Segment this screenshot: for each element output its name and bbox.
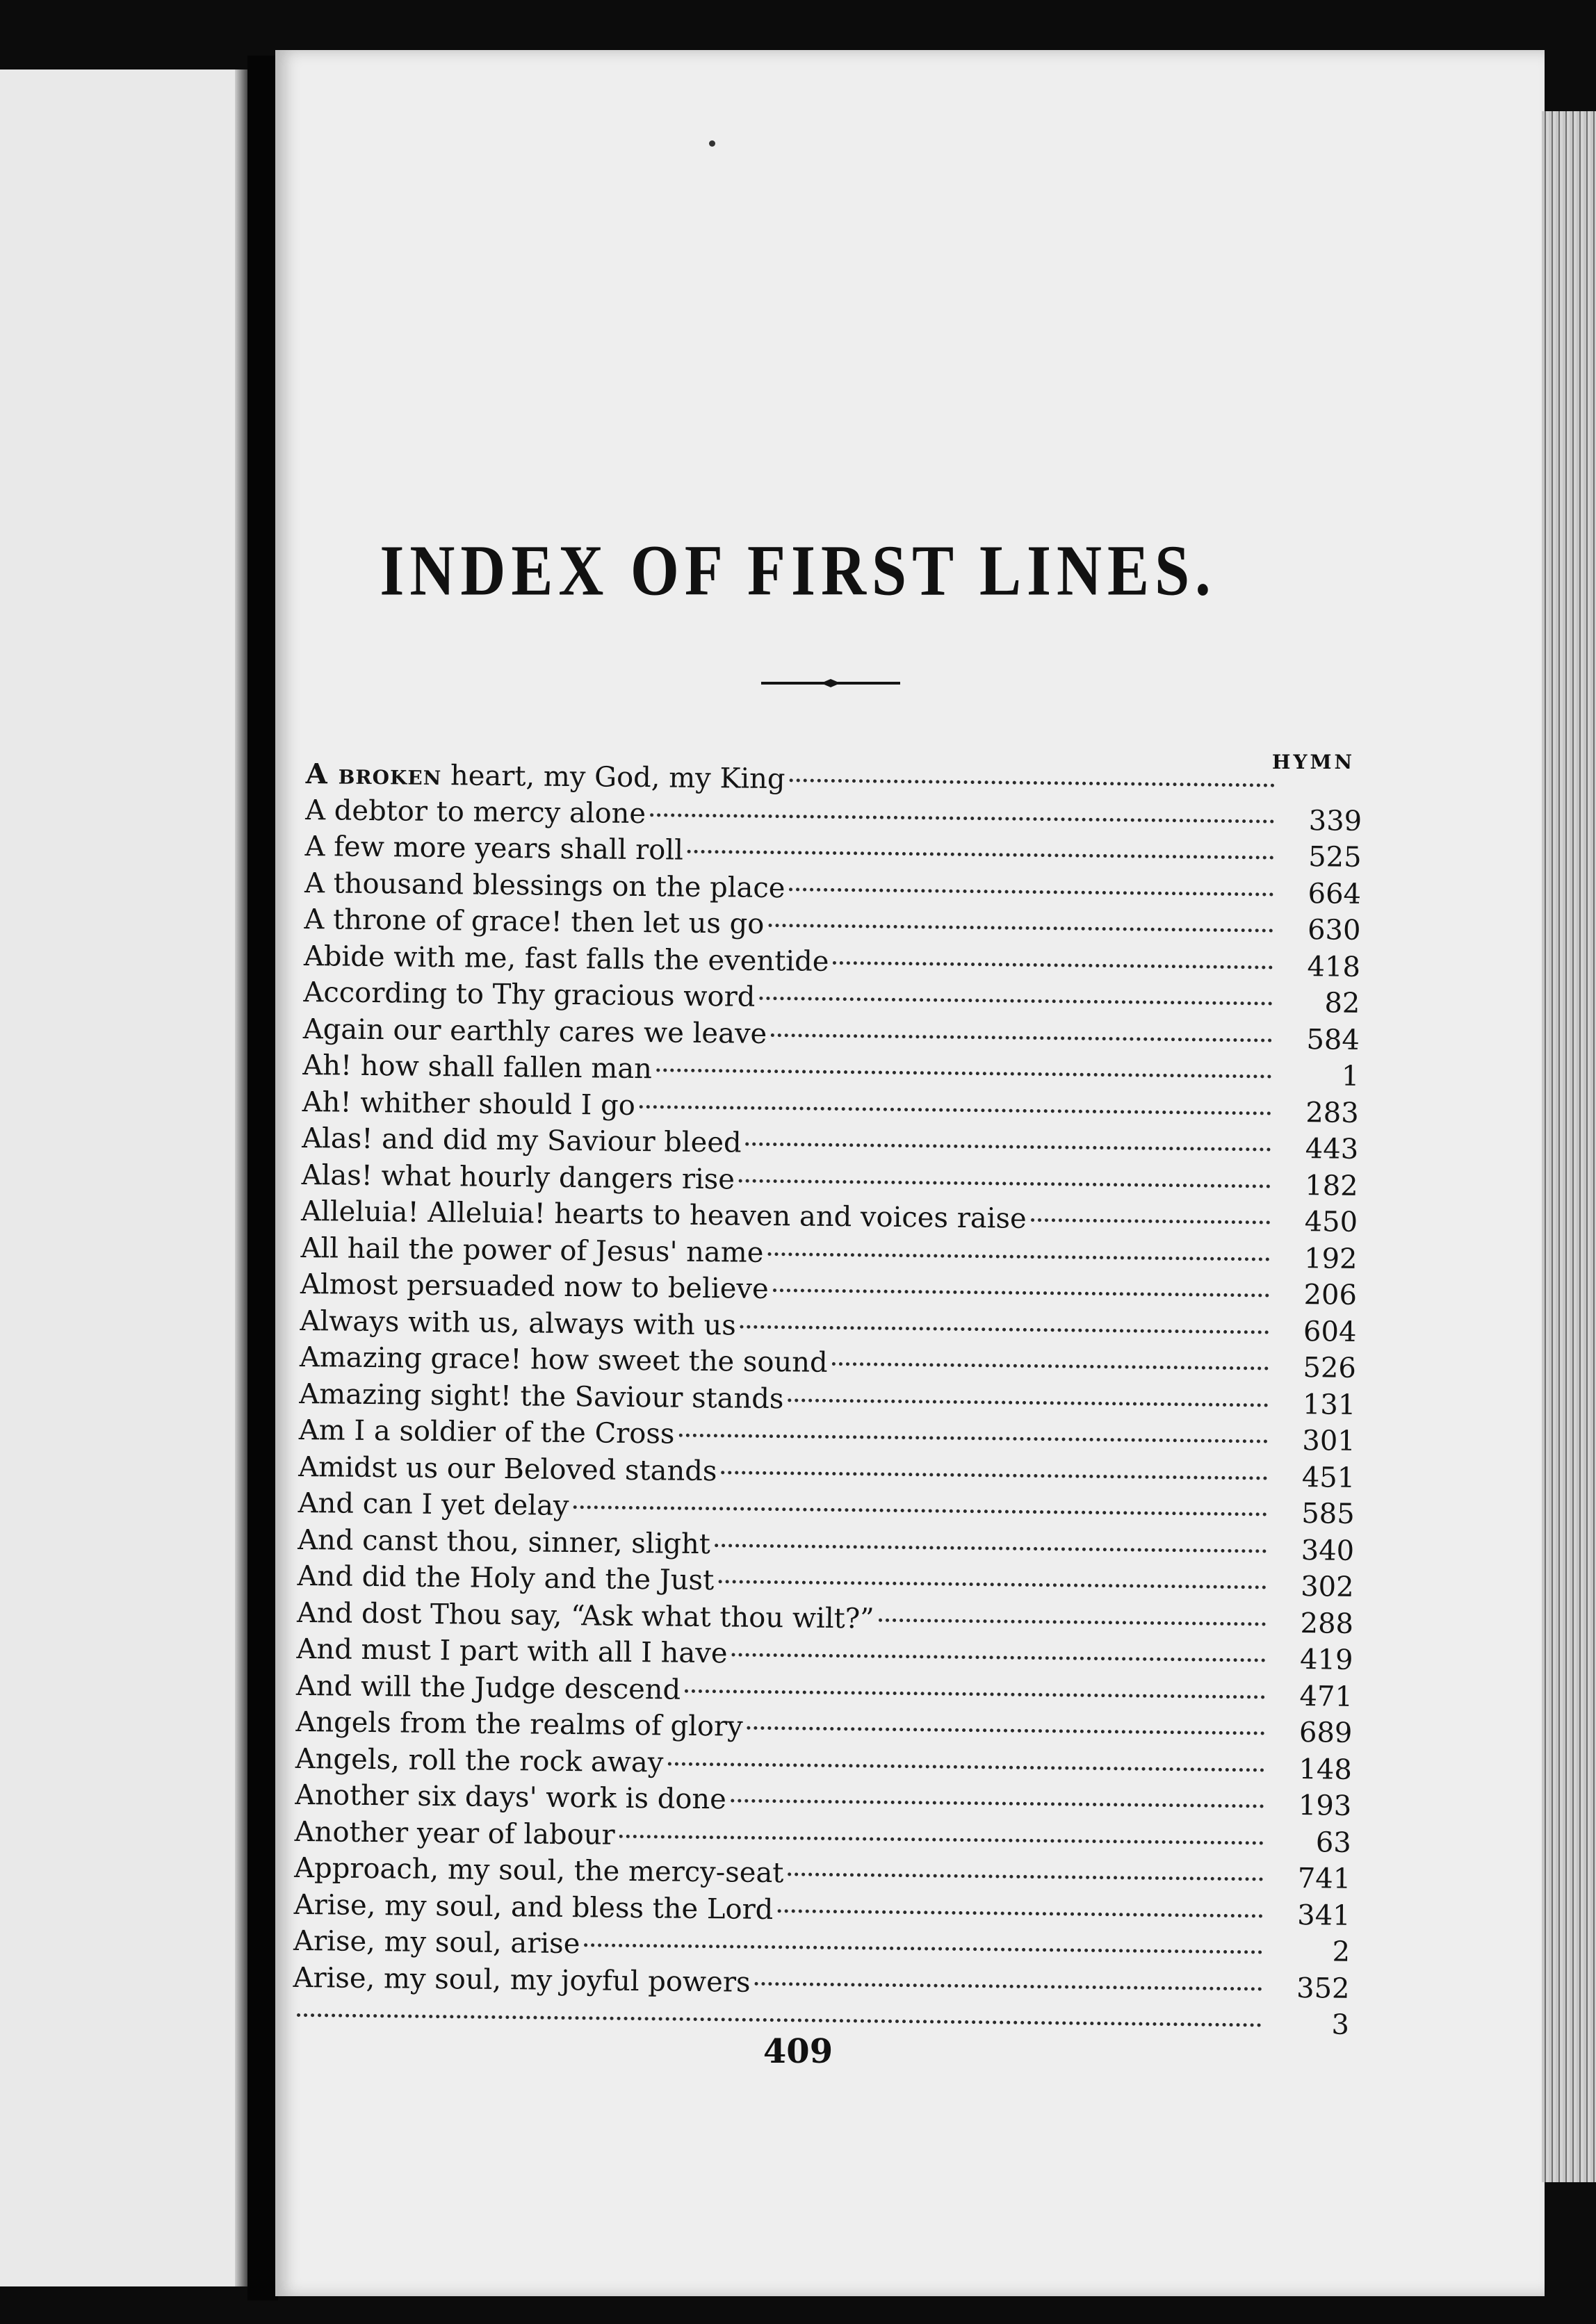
first-line-text xyxy=(297,1560,714,1596)
first-line-text xyxy=(306,758,785,795)
dot-leader xyxy=(685,1689,1265,1699)
first-line-words: And did the Holy and the Just xyxy=(297,1560,715,1597)
ornament-rule-icon xyxy=(761,673,900,694)
first-line-text xyxy=(302,1086,635,1121)
first-line-text xyxy=(302,1049,652,1085)
dot-leader xyxy=(746,1143,1271,1152)
first-line-words: A thousand blessings on the place xyxy=(304,867,785,904)
first-line-text xyxy=(298,1487,569,1522)
dot-leader xyxy=(573,1505,1267,1516)
first-line-words: Alas! and did my Saviour bleed xyxy=(302,1122,742,1159)
first-line-words: Almost persuaded now to believe xyxy=(300,1268,769,1306)
dot-leader xyxy=(715,1544,1267,1553)
hymn-number: 1 xyxy=(1341,1060,1360,1093)
dot-leader xyxy=(788,1872,1263,1881)
dot-leader xyxy=(584,1943,1262,1954)
dot-leader xyxy=(640,1105,1271,1115)
first-line-words: Angels from the realms of glory xyxy=(295,1705,743,1743)
dot-leader xyxy=(718,1580,1266,1589)
hymn-number: 526 xyxy=(1303,1352,1357,1384)
first-line-text xyxy=(295,1779,726,1815)
dot-leader xyxy=(789,887,1273,896)
dot-leader xyxy=(656,1068,1271,1078)
hymn-number: 450 xyxy=(1304,1206,1358,1238)
dot-leader xyxy=(768,924,1273,933)
first-line-text xyxy=(299,1377,784,1414)
hymn-number: 525 xyxy=(1308,841,1362,874)
hymn-number: 283 xyxy=(1305,1096,1359,1129)
first-line-text xyxy=(295,1815,615,1851)
first-line-words: Ah! how shall fallen man xyxy=(302,1049,653,1086)
hymn-number: 451 xyxy=(1301,1461,1355,1494)
first-line-text xyxy=(304,830,683,867)
facing-page-edge xyxy=(235,69,249,2286)
dot-leader xyxy=(832,1362,1269,1370)
first-line-words: A few more years shall roll xyxy=(304,830,684,867)
hymn-number: 340 xyxy=(1301,1534,1355,1567)
dot-leader xyxy=(297,2013,1262,2027)
page-title: INDEX OF FIRST LINES. xyxy=(380,531,1216,611)
first-line-words: According to Thy gracious word xyxy=(303,976,756,1013)
hymn-number: 82 xyxy=(1324,987,1360,1020)
first-line-text xyxy=(300,1268,769,1305)
dot-leader xyxy=(731,1653,1265,1662)
first-line-words: Amazing grace! how sweet the sound xyxy=(299,1341,828,1379)
hymn-number: 352 xyxy=(1296,1972,1350,2005)
first-line-text xyxy=(293,1961,750,1998)
hymn-number: 664 xyxy=(1308,877,1362,910)
first-line-words: Amidst us our Beloved stands xyxy=(298,1450,717,1487)
first-line-words: Amazing sight! the Saviour stands xyxy=(299,1377,784,1415)
dot-leader xyxy=(1031,1218,1270,1225)
first-line-text xyxy=(297,1596,874,1635)
first-line-words: And must I part with all I have xyxy=(296,1632,728,1670)
dot-leader xyxy=(739,1179,1271,1188)
dot-leader xyxy=(747,1726,1265,1735)
first-line-text xyxy=(301,1195,1027,1235)
first-line-text xyxy=(300,1341,828,1379)
hymn-number: 3 xyxy=(1331,2008,1350,2041)
first-line-text xyxy=(293,1925,580,1960)
dot-leader xyxy=(879,1618,1266,1626)
first-line-words: A debtor to mercy alone xyxy=(304,794,646,830)
first-line-words: Again our earthly cares we leave xyxy=(302,1013,767,1050)
hymn-number: 339 xyxy=(1308,804,1362,837)
hymn-number: 585 xyxy=(1301,1498,1355,1530)
page-edges xyxy=(1542,111,1596,2182)
hymn-number: 301 xyxy=(1302,1425,1356,1457)
first-line-text xyxy=(304,903,764,940)
first-line-text xyxy=(296,1669,681,1705)
first-line-text xyxy=(300,1304,736,1341)
first-line-words: Another year of labour xyxy=(294,1815,615,1851)
first-line-text xyxy=(301,1159,735,1195)
first-line-words: Alleluia! Alleluia! hearts to heaven and voices raise xyxy=(300,1195,1027,1235)
hymn-column-heading: HYMN xyxy=(1272,751,1355,774)
dot-leader xyxy=(731,1799,1264,1808)
hymn-number: 630 xyxy=(1307,914,1361,947)
first-line-text xyxy=(295,1706,743,1743)
first-line-text xyxy=(296,1633,727,1669)
dot-leader xyxy=(767,1252,1269,1261)
first-line-text xyxy=(299,1414,675,1450)
dot-leader xyxy=(789,778,1274,787)
first-line-text xyxy=(304,940,829,977)
facing-page xyxy=(0,69,236,2286)
first-line-text xyxy=(303,976,755,1013)
first-line-text xyxy=(304,867,785,903)
first-line-words: All hail the power of Jesus' name xyxy=(300,1231,764,1269)
first-line-words: Another six days' work is done xyxy=(295,1778,727,1816)
page-number: 409 xyxy=(763,2032,833,2071)
dot-leader xyxy=(773,1288,1269,1297)
hymn-number: 302 xyxy=(1300,1571,1354,1603)
first-line-text xyxy=(294,1852,784,1889)
first-line-words: Am I a soldier of the Cross xyxy=(298,1414,675,1450)
dot-leader xyxy=(788,1398,1268,1407)
first-line-text xyxy=(293,1888,773,1925)
first-line-words: And canst thou, sinner, slight xyxy=(297,1523,711,1560)
first-line-words: Arise, my soul, and bless the Lord xyxy=(293,1888,774,1926)
dot-leader xyxy=(650,813,1274,823)
hymn-number: 148 xyxy=(1298,1753,1353,1786)
hymn-number: 419 xyxy=(1299,1644,1353,1676)
hymn-number: 584 xyxy=(1306,1023,1360,1056)
dot-leader xyxy=(759,997,1272,1006)
first-line-words: Arise, my soul, my joyful powers xyxy=(293,1961,751,1999)
hymn-number: 741 xyxy=(1297,1863,1351,1895)
hymn-number: 2 xyxy=(1332,1936,1351,1968)
dot-leader xyxy=(740,1325,1269,1334)
hymn-number: 182 xyxy=(1305,1169,1358,1202)
dot-leader xyxy=(754,1981,1262,1990)
dot-leader xyxy=(833,960,1273,969)
first-lines-index xyxy=(293,758,1362,2045)
first-line-words: Approach, my soul, the mercy-seat xyxy=(294,1851,784,1890)
first-line-words: Alas! what hourly dangers rise xyxy=(301,1159,735,1195)
first-line-words: A throne of grace! then let us go xyxy=(304,903,765,940)
hymn-number: 443 xyxy=(1305,1133,1359,1165)
first-line-words: Abide with me, fast falls the eventide xyxy=(303,940,829,978)
hymn-number: 604 xyxy=(1303,1315,1357,1348)
ink-speck xyxy=(709,140,715,147)
first-line-text xyxy=(295,1742,664,1778)
first-line-words: Ah! whither should I go xyxy=(302,1086,636,1122)
hymn-number: 193 xyxy=(1298,1790,1352,1822)
hymn-number: 131 xyxy=(1302,1388,1356,1421)
first-line-text xyxy=(298,1450,717,1487)
first-line-text xyxy=(298,1523,710,1560)
hymn-number: 206 xyxy=(1303,1279,1358,1311)
hymn-number: 192 xyxy=(1303,1242,1358,1275)
dot-leader xyxy=(678,1434,1267,1443)
first-line-text xyxy=(300,1231,763,1268)
first-line-text xyxy=(303,1013,767,1049)
first-line-words: And can I yet delay xyxy=(298,1487,569,1523)
first-line-words: heart, my God, my King xyxy=(441,760,785,796)
hymn-number: 288 xyxy=(1300,1607,1354,1640)
hymn-number: 689 xyxy=(1298,1717,1353,1749)
dot-leader xyxy=(771,1033,1272,1042)
dot-leader xyxy=(687,850,1274,860)
dot-leader xyxy=(777,1909,1262,1917)
first-line-words: And dost Thou say, “Ask what thou wilt?” xyxy=(296,1596,874,1635)
first-line-text xyxy=(302,1122,742,1159)
book-gutter xyxy=(247,56,278,2300)
dot-leader xyxy=(667,1762,1264,1771)
hymn-number: 63 xyxy=(1315,1826,1351,1859)
hymn-number: 418 xyxy=(1307,950,1361,983)
first-word-small-caps: A broken xyxy=(305,758,442,792)
first-line-text xyxy=(305,794,646,829)
dot-leader xyxy=(721,1471,1267,1480)
hymn-number: 341 xyxy=(1297,1899,1351,1932)
first-line-words: And will the Judge descend xyxy=(295,1669,681,1706)
dot-leader xyxy=(619,1834,1264,1844)
first-line-words: Arise, my soul, arise xyxy=(293,1924,580,1961)
first-line-words: Always with us, always with us xyxy=(300,1304,737,1342)
hymn-number: 471 xyxy=(1299,1680,1353,1713)
first-line-words: Angels, roll the rock away xyxy=(295,1742,664,1778)
